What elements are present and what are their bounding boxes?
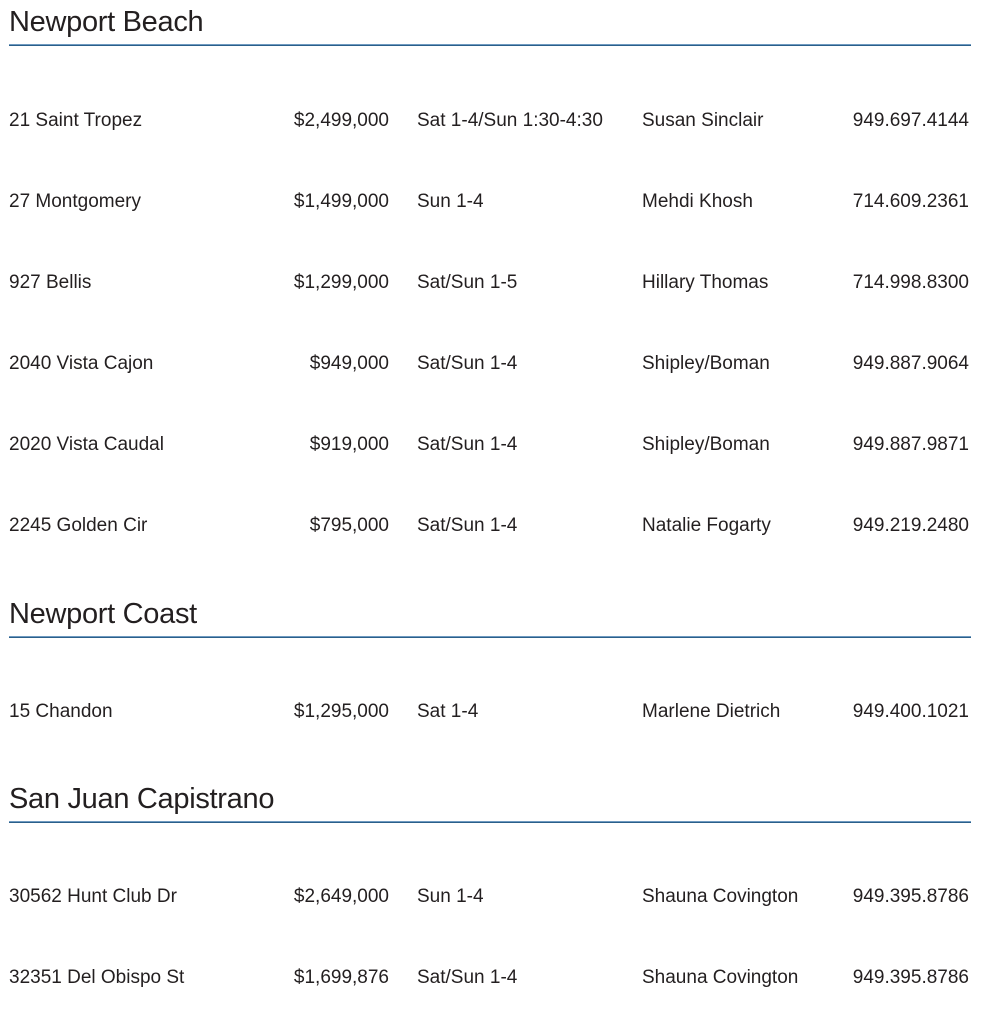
listing-agent: Shauna Covington (642, 967, 799, 988)
listing-row (9, 433, 971, 457)
listing-price: $1,299,000 (293, 272, 389, 293)
listing-row (9, 700, 971, 724)
listing-address: 27 Montgomery (9, 191, 142, 212)
listing-hours: Sat/Sun 1-4 (417, 515, 518, 536)
listing-agent: Shipley/Boman (642, 434, 770, 455)
listing-row (9, 190, 971, 214)
listing-address: 2020 Vista Caudal (9, 434, 164, 455)
listing-row (9, 966, 971, 990)
listing-address: 2040 Vista Cajon (9, 353, 154, 374)
listing-hours: Sun 1-4 (417, 191, 484, 212)
listing-hours: Sat 1-4/Sun 1:30-4:30 (417, 110, 603, 131)
section-newport-coast (9, 597, 971, 722)
listing-phone: 949.697.4144 (852, 110, 969, 131)
listing-address: 2245 Golden Cir (9, 515, 148, 536)
listing-price: $2,649,000 (293, 886, 389, 907)
listing-phone: 949.219.2480 (852, 515, 969, 536)
listing-agent: Hillary Thomas (642, 272, 769, 293)
section-san-juan-capistrano (9, 782, 971, 988)
listing-hours: Sat/Sun 1-4 (417, 353, 518, 374)
listing-price: $1,295,000 (293, 701, 389, 722)
listing-row (9, 271, 971, 295)
section-divider (9, 44, 971, 46)
listing-hours: Sat/Sun 1-5 (417, 272, 518, 293)
listing-hours: Sat/Sun 1-4 (417, 967, 518, 988)
listing-hours: Sat 1-4 (417, 701, 479, 722)
listing-agent: Shauna Covington (642, 886, 799, 907)
section-heading: Newport Beach (9, 6, 204, 38)
section-newport-beach (9, 5, 971, 536)
listing-price: $795,000 (309, 515, 389, 536)
listing-phone: 714.998.8300 (852, 272, 969, 293)
listing-phone: 949.400.1021 (852, 701, 969, 722)
listing-agent: Mehdi Khosh (642, 191, 753, 212)
listing-address: 15 Chandon (9, 701, 113, 722)
listing-price: $2,499,000 (293, 110, 389, 131)
listing-phone: 949.887.9871 (852, 434, 969, 455)
listing-agent: Shipley/Boman (642, 353, 770, 374)
listing-hours: Sun 1-4 (417, 886, 484, 907)
section-divider (9, 821, 971, 823)
listing-phone: 949.887.9064 (852, 353, 969, 374)
listing-address: 30562 Hunt Club Dr (9, 886, 177, 907)
listing-phone: 949.395.8786 (852, 886, 969, 907)
listing-row (9, 885, 971, 909)
listing-price: $1,699,876 (293, 967, 389, 988)
listing-agent: Natalie Fogarty (642, 515, 771, 536)
listing-address: 32351 Del Obispo St (9, 967, 185, 988)
section-divider (9, 636, 971, 638)
listing-agent: Susan Sinclair (642, 110, 764, 131)
listing-phone: 949.395.8786 (852, 967, 969, 988)
listing-row (9, 514, 971, 538)
listing-price: $1,499,000 (293, 191, 389, 212)
section-heading: Newport Coast (9, 598, 197, 630)
listing-row (9, 352, 971, 376)
listing-price: $949,000 (309, 353, 389, 374)
section-heading: San Juan Capistrano (9, 783, 275, 815)
listing-address: 927 Bellis (9, 272, 92, 293)
listing-row (9, 109, 971, 133)
listing-price: $919,000 (309, 434, 389, 455)
listing-agent: Marlene Dietrich (642, 701, 781, 722)
listing-hours: Sat/Sun 1-4 (417, 434, 518, 455)
listing-phone: 714.609.2361 (852, 191, 969, 212)
listing-address: 21 Saint Tropez (9, 110, 143, 131)
